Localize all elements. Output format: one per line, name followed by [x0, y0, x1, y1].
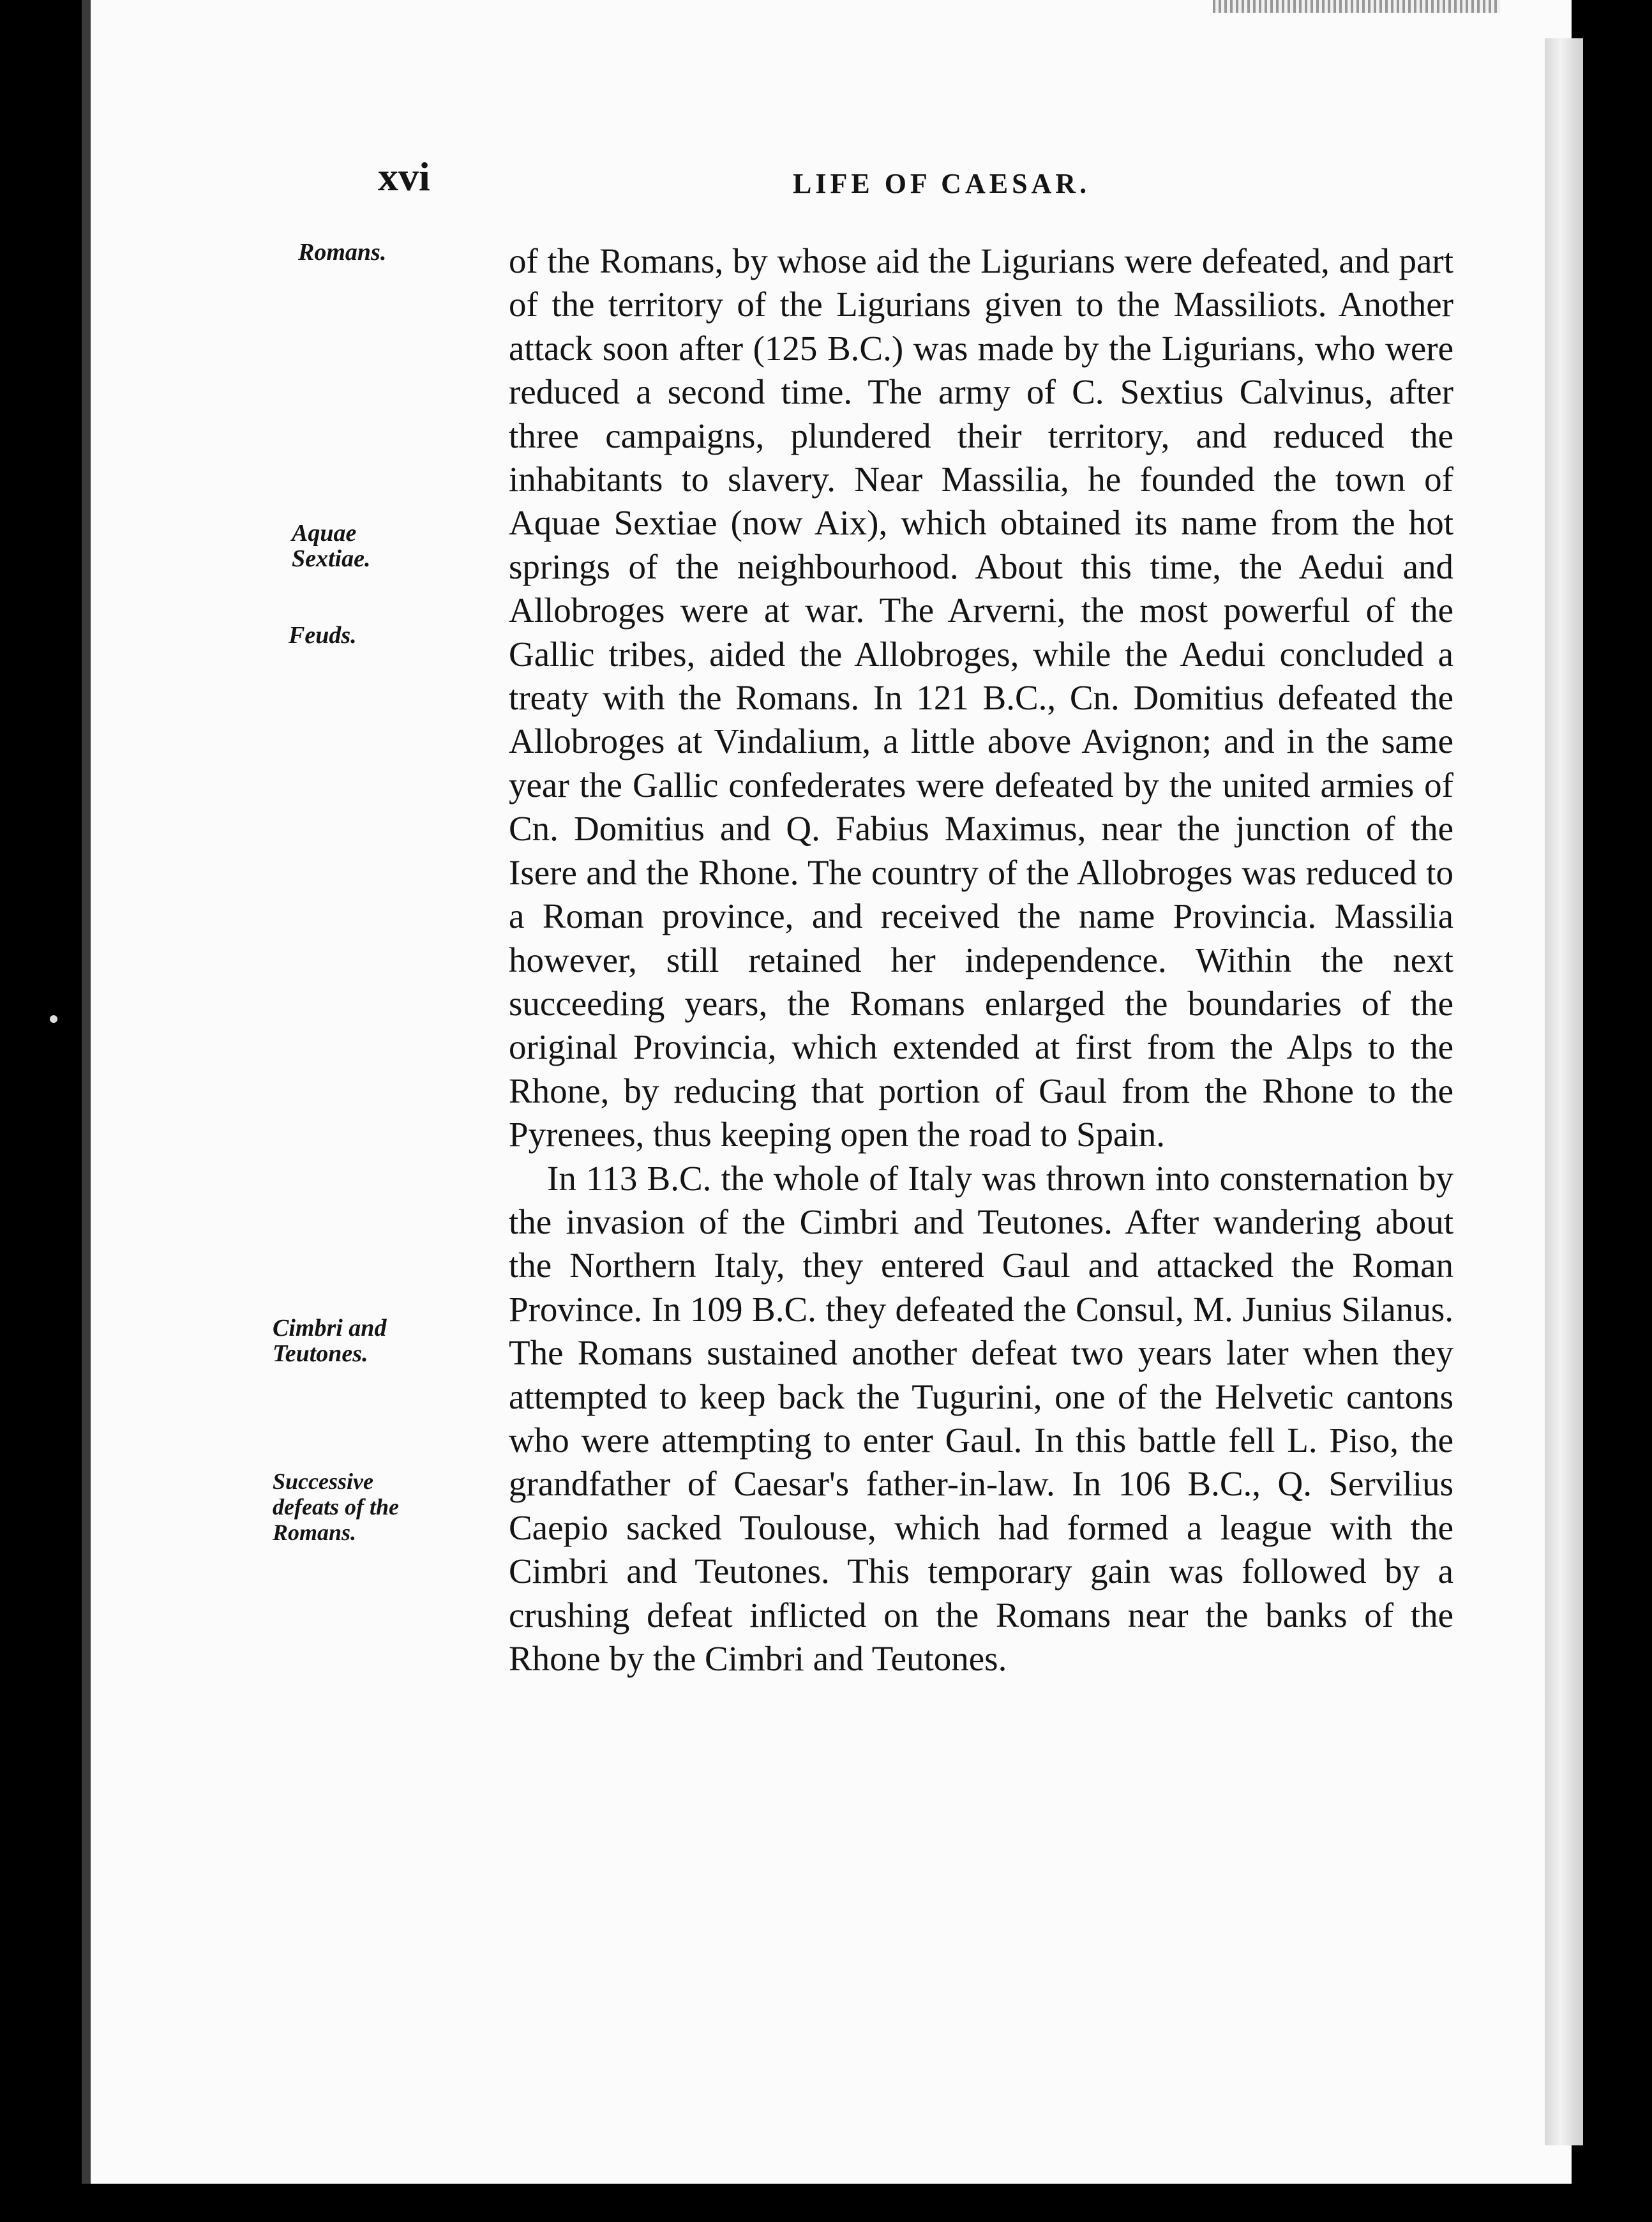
scan-noise-top — [1213, 0, 1500, 13]
margin-note-aquae-sextiae: Aquae Sextiae. — [292, 520, 371, 572]
margin-note-cimbri-teutones: Cimbri and Teutones. — [273, 1315, 387, 1367]
margin-note-feuds: Feuds. — [289, 622, 357, 649]
body-text — [509, 239, 1453, 1681]
scan-edge-right — [1545, 38, 1583, 2145]
margin-note-successive-defeats: Successive defeats of the Romans. — [273, 1469, 399, 1545]
paragraph-1: of the Romans, by whose aid the Ligurians were defeated, and part of the territory of the Ligurians given to the Massiliots. Another attack soon after (125 B.C.) was made by the Ligurians, who were reduced a second time. The army of C. Sextius Calvinus, after three campaigns, plundered their territory, and reduced the inhabitants to slavery. Near Massilia, he founded the town of Aquae Sextiae (now Aix), which obtained its name from the hot springs of the neighbourhood. About this time, the Aedui and Allobroges were at war. The Arverni, the most powerful of the Gallic tribes, aided the Allobroges, while the Aedui concluded a treaty with the Romans. In 121 B.C., Cn. Domitius defeated the Allobroges at Vindalium, a little above Avignon; and in the same year the Gallic confederates were defeated by the united armies of Cn. Domitius and Q. Fabius Maximus, near the junction of the Isere and the Rhone. The country of the Allobroges was reduced to a Roman province, and received the name Provincia. Massilia however, still retained her independence. Within the next succeeding years, the Romans enlarged the boundaries of the original Provincia, which extended at first from the Alps to the Rhone, by reducing that portion of Gaul from the Rhone to the Pyrenees, thus keeping open the road to Spain. — [509, 241, 1453, 1154]
page-number: xvi — [378, 154, 430, 199]
margin-note-romans: Romans. — [298, 239, 387, 266]
paragraph-2: In 113 B.C. the whole of Italy was thrown into consternation by the invasion of the Cimbri and Teutones. After wandering about the Northern Italy, they entered Gaul and attacked the Roman Province. In 109 B.C. they defeated the Consul, M. Junius Silanus. The Romans sustained another defeat two years later when they attempted to keep back the Tugurini, one of the Helvetic cantons who were attempting to enter Gaul. In this battle fell L. Piso, the grandfather of Caesar's father-in-law. In 106 B.C., Q. Servilius Caepio sacked Toulouse, which had formed a league with the Cimbri and Teutones. This temporary gain was followed by a crushing defeat inflicted on the Romans near the banks of the Rhone by the Cimbri and Teutones. — [509, 1158, 1453, 1678]
running-title: LIFE OF CAESAR. — [793, 168, 1091, 199]
scan-speck — [50, 1015, 57, 1023]
book-page — [82, 0, 1572, 2184]
